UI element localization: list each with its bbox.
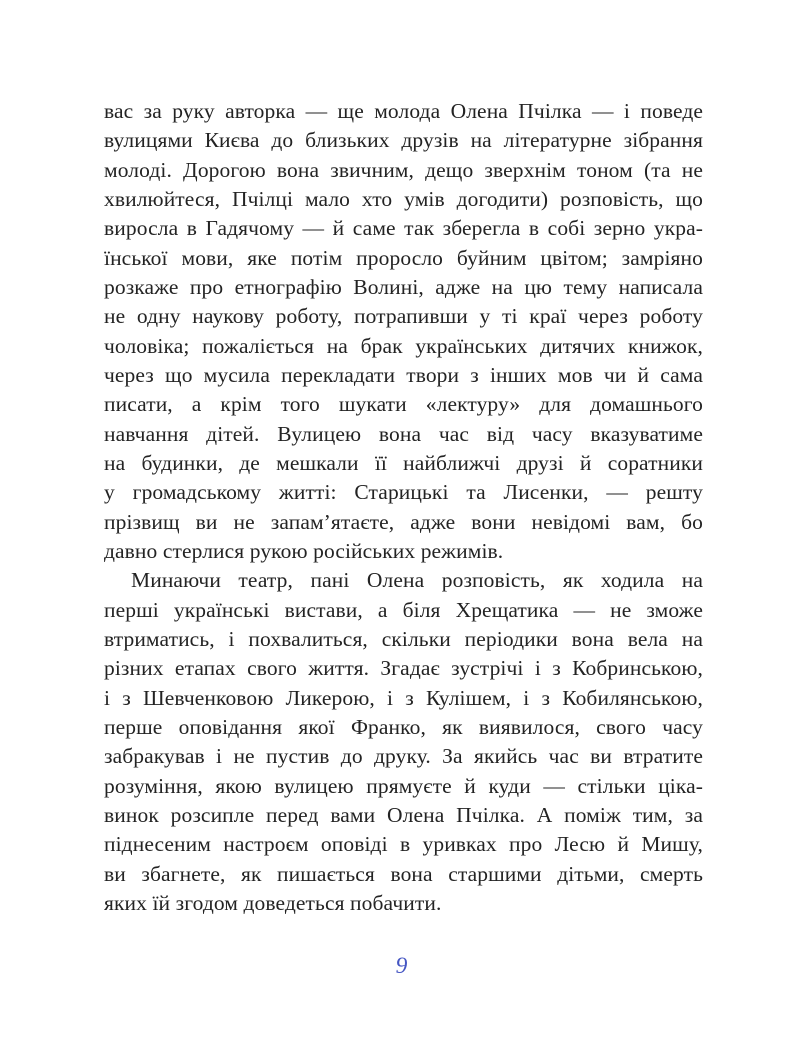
body-text [104, 97, 703, 918]
text-line: писати, а крім того шукати «лектуру» для домашнього [104, 392, 703, 417]
paragraph [104, 566, 703, 918]
text-line: яких їй згодом доведеться побачити. [104, 890, 442, 915]
text-line: у громадському житті: Старицькі та Лисенки, — решту [104, 480, 703, 505]
text-line: молоді. Дорогою вона звичним, дещо зверхнім тоном (та не [104, 157, 703, 182]
text-line: і з Шевченковою Ликерою, і з Кулішем, і з Кобилянською, [104, 685, 703, 710]
text-line: піднесеним настроєм оповіді в уривках про Лесю й Мишу, [104, 832, 703, 857]
text-line: винок розсипле перед вами Олена Пчілка. А поміж тим, за [104, 802, 703, 827]
text-line: вас за руку авторка — ще молода Олена Пчілка — і поведе [104, 99, 703, 123]
text-line: через що мусила перекладати твори з інших мов чи й сама [104, 362, 703, 387]
text-line: вулицями Києва до близьких друзів на літературне зібрання [104, 128, 703, 153]
text-line: прізвищ ви не запам’ятаєте, адже вони невідомі вам, бо [104, 509, 703, 534]
text-line: давно стерлися рукою російських режимів. [104, 538, 504, 563]
text-line: чоловіка; пожаліється на брак українських дитячих книжок, [104, 333, 703, 358]
text-line: на будинки, де мешкали її найближчі друзі й соратники [104, 450, 703, 475]
paragraph [104, 97, 703, 566]
text-line: перше оповідання якої Франко, як виявилося, свого часу [104, 714, 703, 739]
text-line: їнської мови, яке потім проросло буйним цвітом; замріяно [104, 245, 703, 270]
text-line: перші українські вистави, а біля Хрещатика — не зможе [104, 597, 703, 622]
text-line: забракував і не пустив до друку. За якийсь час ви втратите [104, 744, 703, 769]
page-number: 9 [395, 953, 408, 979]
text-line: навчання дітей. Вулицею вона час від часу вказуватиме [104, 421, 703, 446]
text-line: хвилюйтеся, Пчілці мало хто умів догодити) розповість, що [104, 186, 703, 211]
text-line: розуміння, якою вулицею прямуєте й куди — стільки ціка- [104, 773, 703, 798]
text-line: розкаже про етнографію Волині, адже на цю тему написала [104, 274, 703, 299]
text-line: різних етапах свого життя. Згадає зустрічі і з Кобринською, [104, 656, 703, 681]
text-line: ви збагнете, як пишається вона старшими дітьми, смерть [104, 861, 703, 886]
text-line: Минаючи театр, пані Олена розповість, як ходила на [131, 568, 703, 593]
text-line: виросла в Гадячому — й саме так зберегла в собі зерно укра- [104, 216, 703, 241]
text-line: втриматись, і похвалиться, скільки періодики вона вела на [104, 626, 703, 651]
text-line: не одну наукову роботу, потрапивши у ті краї через роботу [104, 304, 703, 329]
